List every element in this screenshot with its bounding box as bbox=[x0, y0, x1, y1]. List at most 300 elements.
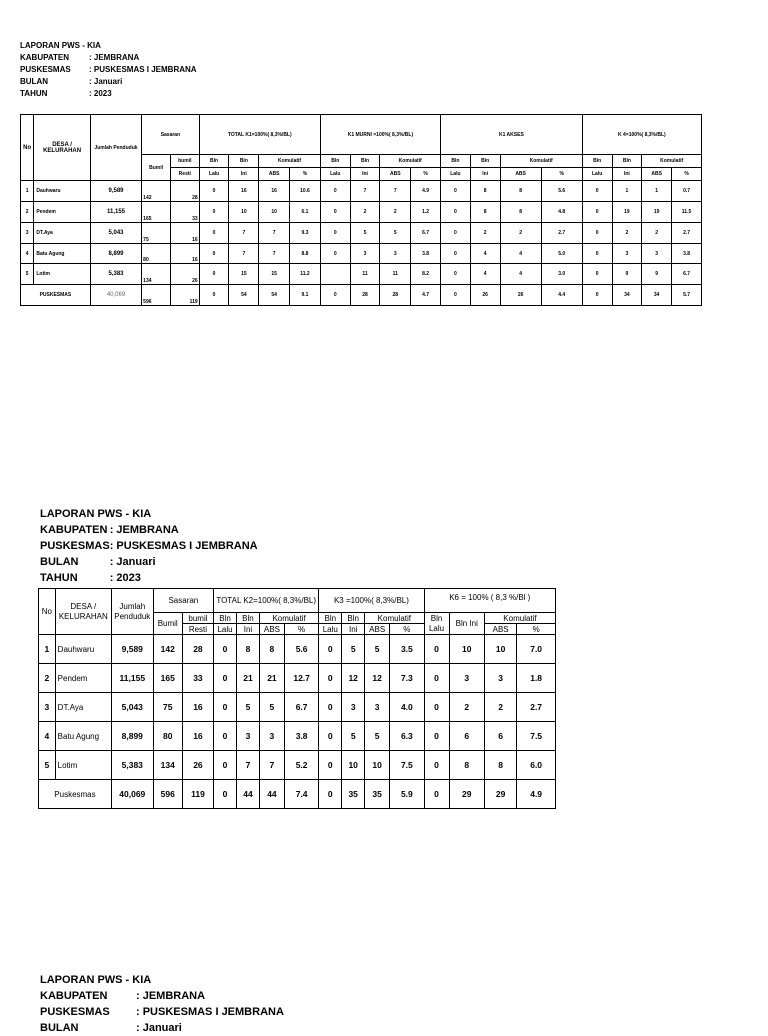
cell-value: 44 bbox=[259, 780, 284, 809]
cell-value: 3.5 bbox=[390, 635, 424, 664]
cell-resti: 26 bbox=[170, 264, 199, 285]
cell-value: 29 bbox=[484, 780, 516, 809]
cell-value: 3 bbox=[612, 244, 642, 264]
cell-value: 0 bbox=[214, 635, 237, 664]
cell-value: 54 bbox=[259, 285, 290, 306]
cell-no: 1 bbox=[21, 181, 34, 202]
cell-resti: 33 bbox=[170, 202, 199, 223]
cell-value: 6 bbox=[484, 722, 516, 751]
cell-jumlah: 5,043 bbox=[90, 223, 141, 244]
report-1-header bbox=[20, 40, 197, 100]
cell-value: 5.9 bbox=[390, 780, 424, 809]
cell-value: 3.8 bbox=[672, 244, 702, 264]
kabupaten-label: KABUPATEN bbox=[20, 53, 70, 62]
cell-jumlah: 5,043 bbox=[111, 693, 153, 722]
table-row bbox=[21, 244, 702, 264]
header-bln: Bln bbox=[229, 155, 259, 168]
cell-value: 3 bbox=[342, 693, 365, 722]
cell-desa: Batu Agung bbox=[55, 722, 111, 751]
cell-value: 6.0 bbox=[517, 751, 556, 780]
header-desa-top: DESA / bbox=[70, 601, 97, 611]
header-lalu: Lalu bbox=[319, 624, 342, 635]
cell-no: 3 bbox=[39, 693, 56, 722]
header-ini: Ini bbox=[350, 168, 380, 181]
cell-value: 3.8 bbox=[284, 722, 318, 751]
header-sasaran: Sasaran bbox=[153, 589, 213, 613]
cell-value: 7.0 bbox=[517, 635, 556, 664]
cell-value: 16 bbox=[259, 181, 290, 202]
header-abs: ABS bbox=[365, 624, 390, 635]
header-pct: % bbox=[411, 168, 441, 181]
cell-bumil: 80 bbox=[153, 722, 182, 751]
kabupaten-value: : JEMBRANA bbox=[89, 53, 140, 62]
report-title: LAPORAN PWS - KIA bbox=[40, 974, 152, 986]
header-no: No bbox=[21, 115, 34, 181]
cell-resti: 16 bbox=[182, 722, 213, 751]
cell-value: 0 bbox=[199, 223, 229, 244]
cell-value: 12.7 bbox=[284, 664, 318, 693]
header-abs: ABS bbox=[380, 168, 411, 181]
cell-value: 7.5 bbox=[517, 722, 556, 751]
cell-no: 2 bbox=[21, 202, 34, 223]
cell-value: 34 bbox=[642, 285, 672, 306]
cell-value: 3 bbox=[259, 722, 284, 751]
header-bln: Bln bbox=[430, 613, 443, 623]
cell-value: 5.7 bbox=[672, 285, 702, 306]
cell-value: 8 bbox=[500, 202, 541, 223]
header-abs: ABS bbox=[500, 168, 541, 181]
cell-value: 5 bbox=[342, 635, 365, 664]
header-k6: K6 = 100% ( 8,3 %/Bl ) bbox=[424, 589, 555, 613]
cell-value: 5 bbox=[365, 635, 390, 664]
cell-value: 0 bbox=[319, 722, 342, 751]
cell-value: 0 bbox=[214, 751, 237, 780]
cell-value: 4 bbox=[500, 244, 541, 264]
cell-value: 7.4 bbox=[284, 780, 318, 809]
cell-bumil: 75 bbox=[142, 223, 171, 244]
report-table-2 bbox=[38, 588, 556, 809]
cell-value: 0 bbox=[214, 722, 237, 751]
cell-value: 4.8 bbox=[541, 202, 582, 223]
header-lalu: Lalu bbox=[214, 624, 237, 635]
cell-bumil: 596 bbox=[153, 780, 182, 809]
header-bln: Bln bbox=[350, 155, 380, 168]
table-row bbox=[39, 751, 556, 780]
table-row bbox=[39, 722, 556, 751]
report-table-1 bbox=[20, 114, 702, 306]
cell-value: 3 bbox=[237, 722, 260, 751]
header-komulatif: Komulatif bbox=[380, 155, 441, 168]
cell-value: 26 bbox=[500, 285, 541, 306]
header-komulatif: Komulatif bbox=[259, 613, 318, 624]
header-pct: % bbox=[390, 624, 424, 635]
cell-jumlah: 11,155 bbox=[90, 202, 141, 223]
cell-value: 2.7 bbox=[541, 223, 582, 244]
header-pct: % bbox=[672, 168, 702, 181]
cell-value: 0 bbox=[319, 751, 342, 780]
cell-value: 11 bbox=[380, 264, 411, 285]
cell-value: 7 bbox=[259, 223, 290, 244]
header-bln-ini: Bln Ini bbox=[449, 613, 484, 635]
table-row bbox=[21, 202, 702, 223]
cell-value: 0 bbox=[320, 244, 350, 264]
cell-value: 3 bbox=[380, 244, 411, 264]
cell-value: 12 bbox=[342, 664, 365, 693]
header-komulatif: Komulatif bbox=[259, 155, 321, 168]
cell-resti: 119 bbox=[170, 285, 199, 306]
cell-bumil: 80 bbox=[142, 244, 171, 264]
header-no: No bbox=[39, 589, 56, 635]
cell-desa: Pendem bbox=[55, 664, 111, 693]
cell-value: 0 bbox=[424, 693, 449, 722]
cell-value: 7 bbox=[229, 244, 259, 264]
cell-value: 3 bbox=[449, 664, 484, 693]
cell-desa: Dauhwaru bbox=[55, 635, 111, 664]
cell-value: 19 bbox=[612, 202, 642, 223]
cell-value: 3 bbox=[350, 244, 380, 264]
cell-value: 8 bbox=[484, 751, 516, 780]
cell-value: 10 bbox=[342, 751, 365, 780]
cell-jumlah: 40,069 bbox=[111, 780, 153, 809]
cell-value: 0 bbox=[582, 244, 612, 264]
cell-jumlah: 5,383 bbox=[90, 264, 141, 285]
cell-no: 1 bbox=[39, 635, 56, 664]
cell-value: 0 bbox=[424, 635, 449, 664]
cell-value: 3 bbox=[484, 664, 516, 693]
header-k4: K 4=100%( 8,3%/BL) bbox=[582, 115, 701, 155]
header-lalu: Lalu bbox=[199, 168, 229, 181]
cell-value: 4 bbox=[500, 264, 541, 285]
cell-desa: Dauhwaru bbox=[34, 181, 90, 202]
puskesmas-label: PUSKESMAS bbox=[20, 65, 71, 74]
cell-value: 0 bbox=[441, 285, 471, 306]
cell-jumlah: 9,589 bbox=[111, 635, 153, 664]
cell-value: 26 bbox=[470, 285, 500, 306]
cell-value: 2 bbox=[380, 202, 411, 223]
cell-value: 9 bbox=[642, 264, 672, 285]
header-bumil: Bumil bbox=[142, 155, 171, 181]
cell-value: 0 bbox=[424, 780, 449, 809]
cell-value: 7 bbox=[380, 181, 411, 202]
cell-value: 1 bbox=[642, 181, 672, 202]
cell-value: 11.5 bbox=[672, 202, 702, 223]
cell-value: 8 bbox=[470, 181, 500, 202]
cell-desa: Pendem bbox=[34, 202, 90, 223]
kabupaten-label: KABUPATEN bbox=[40, 524, 108, 536]
cell-value: 0 bbox=[319, 635, 342, 664]
header-desa: DESA / KELURAHAN bbox=[34, 115, 90, 181]
cell-value: 7 bbox=[259, 244, 290, 264]
cell-resti: 33 bbox=[182, 664, 213, 693]
cell-value: 6.7 bbox=[284, 693, 318, 722]
cell-value: 0 bbox=[319, 780, 342, 809]
cell-value: 2 bbox=[449, 693, 484, 722]
cell-bumil: 134 bbox=[142, 264, 171, 285]
cell-value: 5.2 bbox=[284, 751, 318, 780]
cell-value: 4.7 bbox=[411, 285, 441, 306]
cell-resti: 28 bbox=[182, 635, 213, 664]
cell-value: 11.2 bbox=[290, 264, 321, 285]
cell-value: 35 bbox=[365, 780, 390, 809]
cell-value: 0 bbox=[320, 285, 350, 306]
header-abs: ABS bbox=[259, 624, 284, 635]
header-bumil-resti-bottom: Resti bbox=[182, 624, 213, 635]
header-bumil-resti-top: bumil bbox=[182, 613, 213, 624]
cell-value: 0 bbox=[582, 264, 612, 285]
cell-jumlah: 9,589 bbox=[90, 181, 141, 202]
cell-value: 7 bbox=[259, 751, 284, 780]
cell-desa: DT.Aya bbox=[55, 693, 111, 722]
table-row bbox=[39, 635, 556, 664]
cell-value: 2.7 bbox=[517, 693, 556, 722]
cell-bumil: 165 bbox=[142, 202, 171, 223]
cell-value: 6.7 bbox=[411, 223, 441, 244]
cell-value: 3 bbox=[365, 693, 390, 722]
cell-bumil: 142 bbox=[153, 635, 182, 664]
cell-desa: Lotim bbox=[55, 751, 111, 780]
cell-value: 5.6 bbox=[541, 181, 582, 202]
cell-value: 16 bbox=[229, 181, 259, 202]
cell-value: 12 bbox=[365, 664, 390, 693]
cell-value: 0 bbox=[199, 244, 229, 264]
cell-value: 0 bbox=[441, 264, 471, 285]
cell-value: 0 bbox=[424, 722, 449, 751]
header-lalu: Lalu bbox=[441, 168, 471, 181]
cell-total-label: PUSKESMAS bbox=[21, 285, 91, 306]
cell-value: 2 bbox=[470, 223, 500, 244]
cell-bumil: 165 bbox=[153, 664, 182, 693]
header-k3: K3 =100%( 8,3%/BL) bbox=[319, 589, 424, 613]
header-bumil-resti-bottom: Resti bbox=[170, 168, 199, 181]
cell-value: 3 bbox=[642, 244, 672, 264]
cell-value: 7 bbox=[237, 751, 260, 780]
cell-value: 44 bbox=[237, 780, 260, 809]
header-bln: Bln bbox=[214, 613, 237, 624]
cell-value: 10 bbox=[259, 202, 290, 223]
bulan-label: BULAN bbox=[40, 1022, 79, 1034]
cell-value: 10 bbox=[449, 635, 484, 664]
cell-value: 9 bbox=[612, 264, 642, 285]
cell-value: 8.8 bbox=[290, 244, 321, 264]
cell-value: 0 bbox=[320, 202, 350, 223]
cell-value: 0 bbox=[582, 202, 612, 223]
cell-value: 10 bbox=[484, 635, 516, 664]
header-bln: Bln bbox=[199, 155, 229, 168]
header-jumlah-top: Jumlah bbox=[119, 601, 146, 611]
header-desa-bottom: KELURAHAN bbox=[58, 611, 108, 621]
cell-value: 35 bbox=[342, 780, 365, 809]
cell-value: 5 bbox=[342, 722, 365, 751]
cell-value: 9.1 bbox=[290, 285, 321, 306]
cell-value: 0 bbox=[441, 244, 471, 264]
cell-value: 10 bbox=[365, 751, 390, 780]
cell-value: 8.2 bbox=[411, 264, 441, 285]
cell-value: 4 bbox=[470, 264, 500, 285]
header-komulatif: Komulatif bbox=[365, 613, 424, 624]
cell-value: 0 bbox=[424, 664, 449, 693]
cell-value: 5 bbox=[365, 722, 390, 751]
header-bln-lalu bbox=[424, 613, 449, 635]
header-lalu: Lalu bbox=[582, 168, 612, 181]
cell-value: 11 bbox=[350, 264, 380, 285]
cell-value: 2 bbox=[500, 223, 541, 244]
header-komulatif: Komulatif bbox=[500, 155, 582, 168]
cell-resti: 16 bbox=[170, 223, 199, 244]
kabupaten-value: : JEMBRANA bbox=[136, 990, 206, 1002]
tahun-value: : 2023 bbox=[89, 89, 112, 98]
header-bumil: Bumil bbox=[153, 613, 182, 635]
cell-value: 6 bbox=[449, 722, 484, 751]
cell-resti: 119 bbox=[182, 780, 213, 809]
header-total-k1: TOTAL K1=100%( 8,3%/BL) bbox=[199, 115, 320, 155]
cell-value: 5 bbox=[259, 693, 284, 722]
cell-value: 3.0 bbox=[541, 264, 582, 285]
header-ini: Ini bbox=[470, 168, 500, 181]
cell-no: 2 bbox=[39, 664, 56, 693]
cell-value: 28 bbox=[380, 285, 411, 306]
header-bln: Bln bbox=[342, 613, 365, 624]
cell-value: 19 bbox=[642, 202, 672, 223]
cell-value: 0 bbox=[320, 223, 350, 244]
tahun-label: TAHUN bbox=[20, 89, 48, 98]
header-k1-murni: K1 MURNI =100%( 8,3%/BL) bbox=[320, 115, 440, 155]
header-bln: Bln bbox=[441, 155, 471, 168]
cell-value: 4.9 bbox=[517, 780, 556, 809]
header-ini: Ini bbox=[612, 168, 642, 181]
header-bln: Bln bbox=[319, 613, 342, 624]
cell-value: 15 bbox=[229, 264, 259, 285]
puskesmas-value: : PUSKESMAS I JEMBRANA bbox=[136, 1006, 284, 1018]
cell-value: 3.8 bbox=[411, 244, 441, 264]
header-bln: Bln bbox=[320, 155, 350, 168]
header-lalu: Lalu bbox=[320, 168, 350, 181]
cell-jumlah: 8,899 bbox=[111, 722, 153, 751]
bulan-label: BULAN bbox=[20, 77, 48, 86]
puskesmas-value: : PUSKESMAS I JEMBRANA bbox=[109, 540, 258, 552]
cell-value: 34 bbox=[612, 285, 642, 306]
cell-value bbox=[320, 264, 350, 285]
cell-value: 0 bbox=[582, 223, 612, 244]
header-pct: % bbox=[290, 168, 321, 181]
cell-value: 0 bbox=[199, 285, 229, 306]
cell-bumil: 75 bbox=[153, 693, 182, 722]
tahun-label: TAHUN bbox=[40, 572, 78, 584]
header-jumlah-penduduk bbox=[111, 589, 153, 635]
table-row bbox=[21, 223, 702, 244]
cell-value: 8 bbox=[449, 751, 484, 780]
cell-value: 6.3 bbox=[390, 722, 424, 751]
header-komulatif: Komulatif bbox=[642, 155, 702, 168]
puskesmas-label: PUSKESMAS bbox=[40, 540, 110, 552]
table-row bbox=[21, 181, 702, 202]
cell-value: 6.7 bbox=[672, 264, 702, 285]
cell-value: 0 bbox=[214, 693, 237, 722]
header-bln: Bln bbox=[470, 155, 500, 168]
header-ini: Ini bbox=[229, 168, 259, 181]
cell-value: 21 bbox=[259, 664, 284, 693]
cell-value: 8 bbox=[237, 635, 260, 664]
puskesmas-value: : PUSKESMAS I JEMBRANA bbox=[89, 65, 197, 74]
cell-value: 0.7 bbox=[672, 181, 702, 202]
cell-value: 5 bbox=[350, 223, 380, 244]
cell-value: 0 bbox=[441, 181, 471, 202]
cell-value: 2 bbox=[350, 202, 380, 223]
header-pct: % bbox=[517, 624, 556, 635]
cell-no: 4 bbox=[21, 244, 34, 264]
cell-value: 4.0 bbox=[390, 693, 424, 722]
cell-value: 7.3 bbox=[390, 664, 424, 693]
cell-value: 21 bbox=[237, 664, 260, 693]
header-ini: Ini bbox=[342, 624, 365, 635]
bulan-value: : Januari bbox=[109, 556, 156, 568]
cell-value: 4.4 bbox=[541, 285, 582, 306]
cell-value: 0 bbox=[199, 264, 229, 285]
puskesmas-label: PUSKESMAS bbox=[40, 1006, 110, 1018]
cell-value: 0 bbox=[424, 751, 449, 780]
cell-value: 4 bbox=[470, 244, 500, 264]
cell-value: 9.3 bbox=[290, 223, 321, 244]
cell-desa: DT.Aya bbox=[34, 223, 90, 244]
cell-value: 2 bbox=[642, 223, 672, 244]
header-komulatif: Komulatif bbox=[484, 613, 555, 624]
header-lalu: Lalu bbox=[428, 623, 445, 633]
bulan-value: : Januari bbox=[136, 1022, 182, 1034]
cell-value: 0 bbox=[320, 181, 350, 202]
cell-value: 0 bbox=[214, 780, 237, 809]
cell-jumlah: 40,069 bbox=[90, 285, 141, 306]
cell-value: 29 bbox=[449, 780, 484, 809]
tahun-value: : 2023 bbox=[109, 572, 141, 584]
cell-value: 8 bbox=[259, 635, 284, 664]
cell-value: 8 bbox=[470, 202, 500, 223]
cell-value: 0 bbox=[441, 202, 471, 223]
cell-value: 0 bbox=[441, 223, 471, 244]
cell-value: 4.9 bbox=[411, 181, 441, 202]
table-row bbox=[39, 693, 556, 722]
header-bln: Bln bbox=[237, 613, 260, 624]
cell-value: 0 bbox=[582, 285, 612, 306]
cell-value: 10 bbox=[229, 202, 259, 223]
table-total-row bbox=[21, 285, 702, 306]
cell-value: 6.1 bbox=[290, 202, 321, 223]
header-bumil-resti-top: bumil bbox=[170, 155, 199, 168]
cell-value: 7 bbox=[350, 181, 380, 202]
cell-value: 2.7 bbox=[672, 223, 702, 244]
cell-value: 10.6 bbox=[290, 181, 321, 202]
cell-resti: 16 bbox=[182, 693, 213, 722]
table-row bbox=[21, 264, 702, 285]
bulan-label: BULAN bbox=[40, 556, 79, 568]
report-3-header bbox=[40, 972, 284, 1036]
cell-jumlah: 11,155 bbox=[111, 664, 153, 693]
header-bln: Bln bbox=[582, 155, 612, 168]
cell-value: 0 bbox=[319, 664, 342, 693]
cell-no: 4 bbox=[39, 722, 56, 751]
cell-no: 5 bbox=[21, 264, 34, 285]
report-2-header bbox=[40, 506, 258, 586]
report-title: LAPORAN PWS - KIA bbox=[20, 41, 101, 50]
header-k1-akses: K1 AKSES bbox=[441, 115, 583, 155]
header-total-k2: TOTAL K2=100%( 8,3%/BL) bbox=[214, 589, 319, 613]
cell-resti: 16 bbox=[170, 244, 199, 264]
header-jumlah-penduduk: Jumlah Penduduk bbox=[90, 115, 141, 181]
header-abs: ABS bbox=[259, 168, 290, 181]
bulan-value: : Januari bbox=[89, 77, 123, 86]
header-abs: ABS bbox=[484, 624, 516, 635]
cell-bumil: 142 bbox=[142, 181, 171, 202]
header-pct: % bbox=[541, 168, 582, 181]
cell-value: 1.8 bbox=[517, 664, 556, 693]
